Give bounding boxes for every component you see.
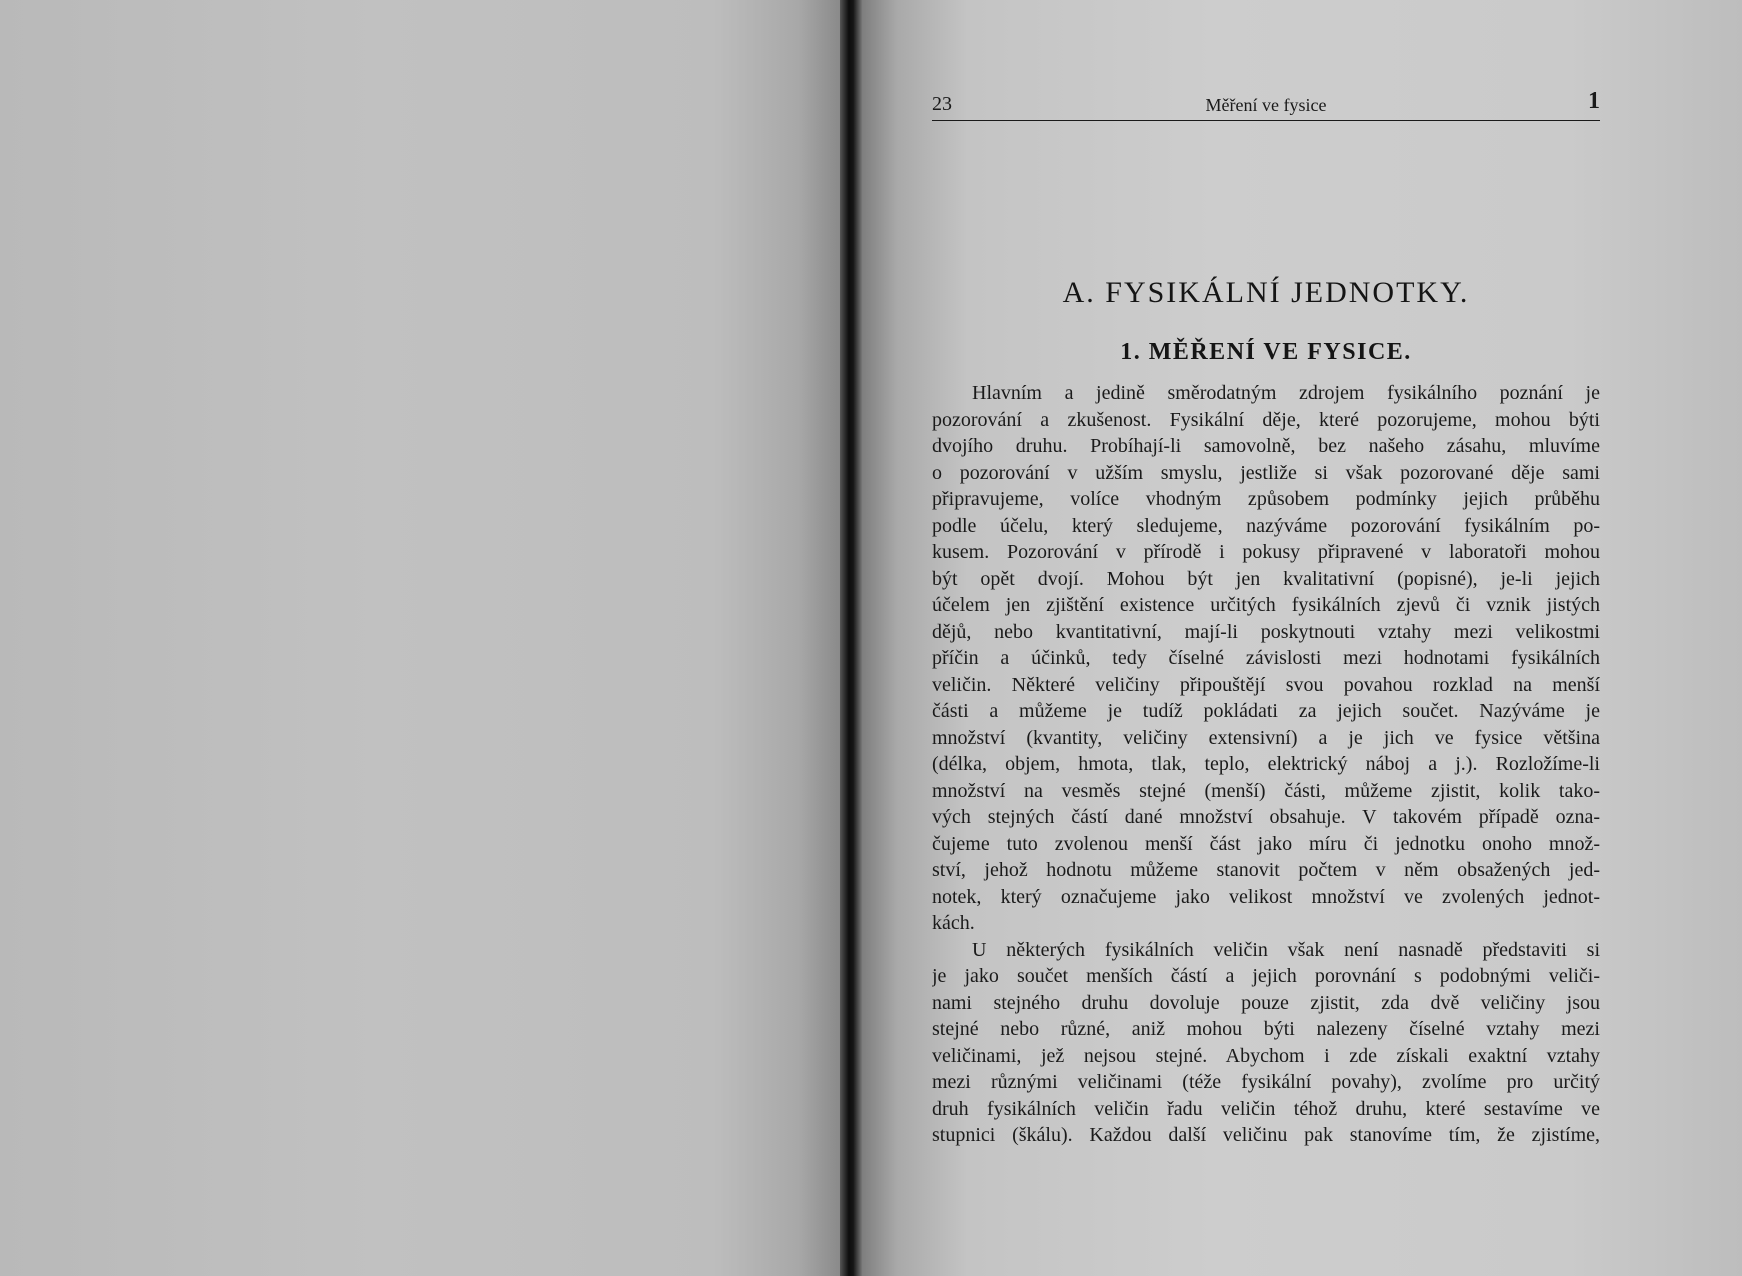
text-line: stupnici (škálu). Každou další veličinu pak stanovíme tím, že zjistíme, — [932, 1124, 1600, 1146]
page-number: 23 — [932, 93, 952, 115]
text-line: U některých fysikálních veličin však není nasnadě představiti si — [972, 938, 1600, 961]
paragraph-2 — [932, 937, 1600, 1149]
book-gutter — [840, 0, 862, 1276]
text-line: dějů, nebo kvantitativní, mají-li poskytnouti vztahy mezi velikostmi — [932, 620, 1600, 643]
running-head-title: Měření ve fysice — [1205, 95, 1327, 115]
text-line: mezi různými veličinami (téže fysikální povahy), zvolíme pro určitý — [932, 1071, 1600, 1093]
text-line: stejné nebo různé, aniž mohou býti nalezeny číselné vztahy mezi — [932, 1018, 1600, 1040]
text-line: být opět dvojí. Mohou být jen kvalitativní (popisné), je-li jejich — [932, 567, 1600, 590]
chapter-heading: 1. MĚŘENÍ VE FYSICE. — [1120, 339, 1412, 365]
text-line: veličinami, jež nejsou stejné. Abychom i zde získali exaktní vztahy — [932, 1044, 1600, 1067]
running-head — [932, 88, 1600, 121]
text-line: Hlavním a jedině směrodatným zdrojem fysikálního poznání je — [972, 382, 1600, 404]
text-line: připravujeme, volíce vhodným způsobem podmínky jejich průběhu — [932, 488, 1600, 510]
text-line: nami stejného druhu dovoluje pouze zjistit, zda dvě veličiny jsou — [932, 991, 1600, 1014]
body-text — [932, 380, 1600, 1149]
text-line: podle účelu, který sledujeme, nazýváme pozorování fysikálním po- — [932, 514, 1600, 537]
left-page-blank — [0, 0, 840, 1276]
text-line: ství, jehož hodnotu můžeme stanovit počtem v něm obsažených jed- — [932, 859, 1600, 881]
text-line: o pozorování v užším smyslu, jestliže si však pozorované děje sami — [932, 461, 1600, 484]
chapter-number: 1 — [1588, 88, 1600, 114]
text-line: druh fysikálních veličin řadu veličin téhož druhu, které sestavíme ve — [932, 1097, 1600, 1120]
text-line: notek, který označujeme jako velikost množství ve zvolených jednot- — [932, 885, 1600, 908]
text-line: příčin a účinků, tedy číselné závislosti mezi hodnotami fysikálních — [932, 647, 1600, 669]
text-line: je jako součet menších částí a jejich porovnání s podobnými veliči- — [932, 965, 1600, 987]
text-line: množství (kvantity, veličiny extensivní) a je jich ve fysice většina — [932, 726, 1600, 749]
text-line: účelem jen zjištění existence určitých fysikálních zjevů či vznik jistých — [932, 594, 1600, 616]
text-line: pozorování a zkušenost. Fysikální děje, které pozorujeme, mohou býti — [932, 408, 1600, 431]
text-line: dvojího druhu. Probíhají-li samovolně, bez našeho zásahu, mluvíme — [932, 435, 1600, 457]
text-line: kusem. Pozorování v přírodě i pokusy připravené v laboratoři mohou — [932, 541, 1600, 563]
text-line: veličin. Některé veličiny připouštějí svou povahou rozklad na menší — [932, 673, 1600, 696]
part-heading: A. FYSIKÁLNÍ JEDNOTKY. — [1062, 276, 1470, 309]
text-line: kách. — [932, 912, 975, 934]
text-line: množství na vesměs stejné (menší) části, můžeme zjistit, kolik tako- — [932, 779, 1600, 802]
text-line: vých stejných částí dané množství obsahuje. V takovém případě ozna- — [932, 806, 1600, 828]
paragraph-1 — [932, 380, 1600, 937]
text-line: (délka, objem, hmota, tlak, teplo, elektrický náboj a j.). Rozložíme-li — [932, 753, 1600, 775]
text-line: části a můžeme je tudíž pokládati za jejich součet. Nazýváme je — [932, 700, 1600, 722]
text-line: čujeme tuto zvolenou menší část jako míru či jednotku onoho množ- — [932, 832, 1600, 855]
